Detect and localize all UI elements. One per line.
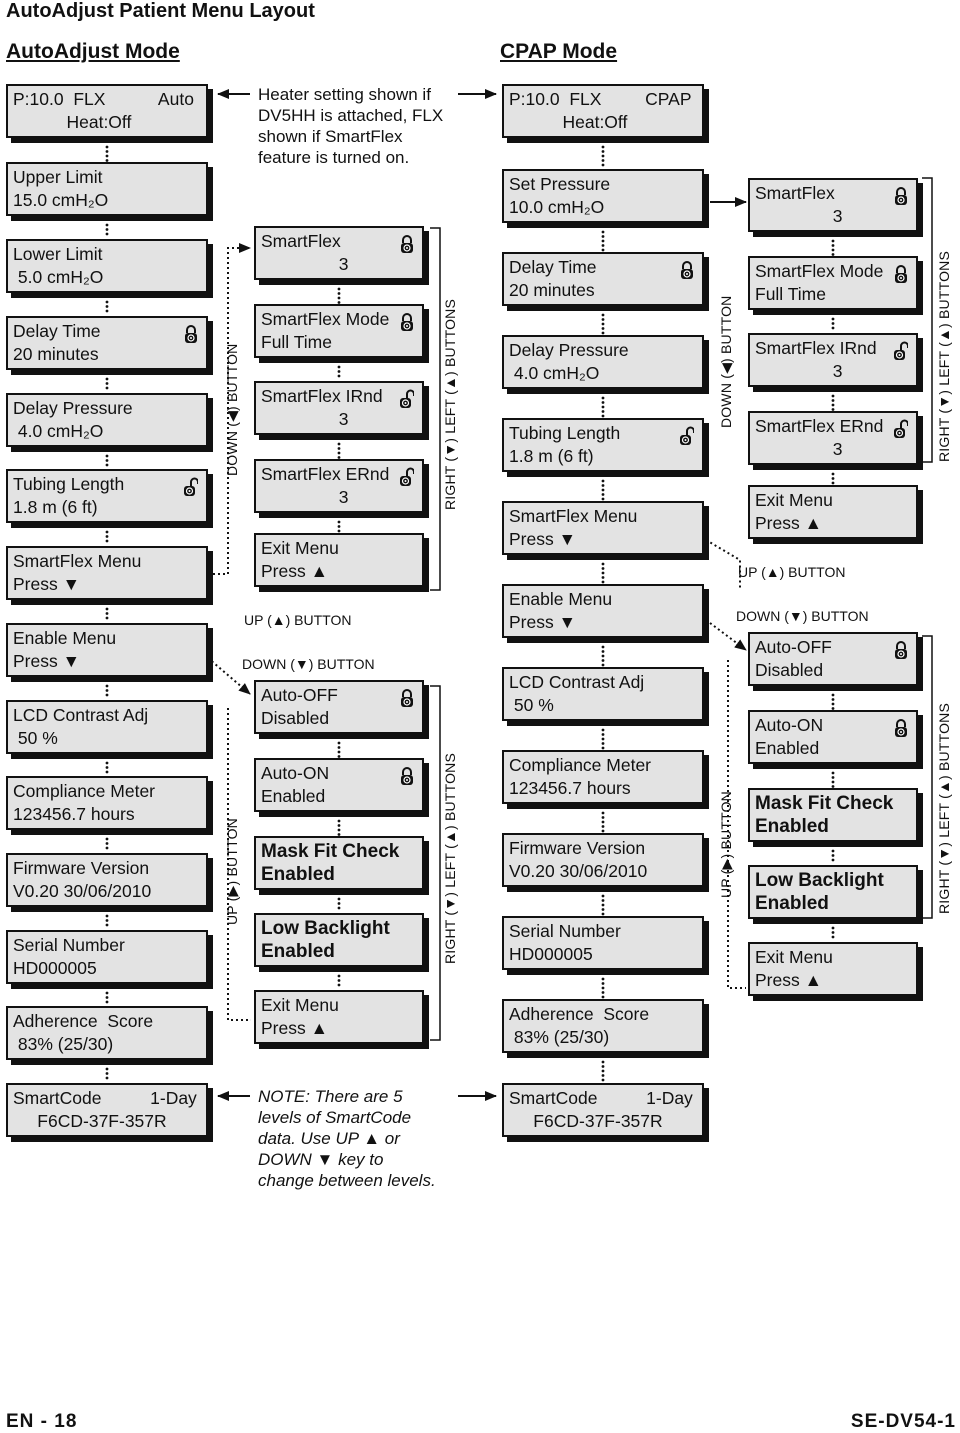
lock-icon bbox=[400, 766, 414, 786]
lcd-screen bbox=[502, 667, 704, 721]
lcd-screen bbox=[502, 750, 704, 804]
lcd-screen bbox=[502, 252, 704, 306]
screen-line-2: Press ▲ bbox=[755, 513, 822, 533]
lcd-screen bbox=[748, 256, 918, 310]
lcd-screen bbox=[502, 501, 704, 555]
lcd-screen bbox=[6, 162, 208, 216]
screen-line-1: Auto-ON bbox=[755, 715, 824, 735]
lcd-screen bbox=[6, 393, 208, 447]
screen-line-1: Upper Limit bbox=[13, 167, 103, 187]
screen-line-2: 123456.7 hours bbox=[13, 804, 135, 824]
lcd-screen bbox=[502, 833, 704, 887]
screen-line-2: Press ▼ bbox=[509, 612, 576, 632]
lcd-screen bbox=[254, 533, 424, 587]
screen-line-1: Serial Number bbox=[509, 921, 621, 941]
lcd-screen bbox=[502, 335, 704, 389]
lcd-screen bbox=[748, 333, 918, 387]
lcd-screen bbox=[6, 930, 208, 984]
lcd-screen bbox=[6, 546, 208, 600]
lock-icon bbox=[894, 640, 908, 660]
screen-line-2: V0.20 30/06/2010 bbox=[13, 881, 152, 901]
screen-line-1: Firmware Version bbox=[509, 838, 646, 858]
screen-line-1: SmartFlex ERnd bbox=[755, 416, 884, 436]
screen-line-2: Heat:Off bbox=[509, 112, 628, 132]
smartcode-note-line: levels of SmartCode bbox=[258, 1108, 412, 1127]
lcd-screen bbox=[748, 865, 918, 919]
screen-line-2: Enabled bbox=[261, 864, 335, 885]
screen-line-1: SmartFlex Mode bbox=[261, 309, 390, 329]
smartcode-note bbox=[258, 1086, 436, 1191]
screen-line-1: Adherence Score bbox=[509, 1004, 650, 1024]
screen-line-1: P:10.0 FLX Auto bbox=[13, 89, 194, 109]
screen-line-1: SmartFlex bbox=[261, 231, 341, 251]
screen-line-2: Press ▲ bbox=[755, 970, 822, 990]
lcd-screen bbox=[6, 776, 208, 830]
lock-icon bbox=[680, 260, 694, 280]
lcd-screen bbox=[748, 485, 918, 539]
lcd-screen bbox=[502, 418, 704, 472]
screen-line-1: Delay Pressure bbox=[509, 340, 629, 360]
screen-line-1: Adherence Score bbox=[13, 1011, 154, 1031]
footer-doc-id: SE-DV54-1 bbox=[850, 1411, 956, 1432]
page-title: AutoAdjust Patient Menu Layout bbox=[6, 0, 315, 22]
screen-line-2: 1.8 m (6 ft) bbox=[13, 497, 98, 517]
up-button-label: UP (▲) BUTTON bbox=[738, 564, 846, 580]
screen-line-2: Press ▼ bbox=[509, 529, 576, 549]
lcd-screen bbox=[502, 84, 704, 138]
right-left-buttons-label: RIGHT (▼) LEFT (▲) BUTTONS bbox=[442, 752, 458, 964]
screen-line-1: P:10.0 FLX CPAP bbox=[509, 89, 692, 109]
right-left-buttons-label: RIGHT (▼) LEFT (▲) BUTTONS bbox=[936, 250, 952, 462]
screen-line-2: Press ▼ bbox=[13, 651, 80, 671]
smartcode-line-2: F6CD-37F-357R bbox=[13, 1111, 167, 1131]
lcd-screen bbox=[254, 758, 424, 812]
lcd-screen bbox=[748, 710, 918, 764]
lcd-screen bbox=[502, 584, 704, 638]
unlock-icon bbox=[184, 477, 198, 497]
smartcode-line-2: F6CD-37F-357R bbox=[509, 1111, 663, 1131]
lock-icon bbox=[894, 718, 908, 738]
unlock-icon bbox=[680, 426, 694, 446]
down-left-button-label: DOWN (◀) BUTTON bbox=[718, 295, 734, 428]
screen-line-1: Mask Fit Check bbox=[755, 793, 894, 814]
down-button-label: DOWN (▼) BUTTON bbox=[242, 656, 375, 672]
lcd-screen bbox=[6, 239, 208, 293]
unlock-icon bbox=[400, 467, 414, 487]
autoadjust-smartcode-screen bbox=[6, 1083, 208, 1137]
up-right-button-label: UP (▶) BUTTON bbox=[718, 791, 734, 898]
screen-line-1: Compliance Meter bbox=[509, 755, 651, 775]
lcd-screen bbox=[6, 623, 208, 677]
lcd-screen bbox=[6, 469, 208, 523]
screen-line-1: Auto-ON bbox=[261, 763, 330, 783]
screen-line-2: 3 bbox=[261, 487, 349, 507]
screen-line-1: SmartFlex Menu bbox=[13, 551, 142, 571]
screen-line-2: 123456.7 hours bbox=[509, 778, 631, 798]
screen-line-1: Serial Number bbox=[13, 935, 125, 955]
screen-line-2: 83% (25/30) bbox=[509, 1027, 610, 1047]
screen-line-1: Exit Menu bbox=[261, 538, 339, 558]
screen-line-1: Delay Time bbox=[509, 257, 597, 277]
screen-line-1: Tubing Length bbox=[509, 423, 621, 443]
heater-note-line: DV5HH is attached, FLX bbox=[258, 106, 444, 125]
lock-icon bbox=[400, 234, 414, 254]
screen-line-2: 4.0 cmH₂O bbox=[509, 363, 600, 383]
screen-line-1: Delay Pressure bbox=[13, 398, 133, 418]
screen-line-2: 83% (25/30) bbox=[13, 1034, 114, 1054]
screen-line-1: Compliance Meter bbox=[13, 781, 155, 801]
lcd-screen bbox=[254, 381, 424, 435]
heater-note-line: shown if SmartFlex bbox=[258, 127, 403, 146]
unlock-icon bbox=[894, 341, 908, 361]
lcd-screen bbox=[748, 178, 918, 232]
lcd-screen bbox=[254, 304, 424, 358]
screen-line-2: 4.0 cmH₂O bbox=[13, 421, 104, 441]
screen-line-2: Full Time bbox=[261, 332, 332, 352]
lcd-screen bbox=[6, 84, 208, 138]
right-left-buttons-label: RIGHT (▼) LEFT (▲) BUTTONS bbox=[442, 298, 458, 510]
lcd-screen bbox=[6, 853, 208, 907]
lock-icon bbox=[894, 186, 908, 206]
screen-line-2: Full Time bbox=[755, 284, 826, 304]
screen-line-1: Exit Menu bbox=[755, 490, 833, 510]
screen-line-2: 3 bbox=[261, 254, 349, 274]
screen-line-1: Exit Menu bbox=[755, 947, 833, 967]
screen-line-1: Set Pressure bbox=[509, 174, 611, 194]
screen-line-1: SmartFlex Menu bbox=[509, 506, 638, 526]
lcd-screen bbox=[502, 999, 704, 1053]
screen-line-1: Firmware Version bbox=[13, 858, 150, 878]
heater-note bbox=[258, 84, 443, 168]
screen-line-2: 3 bbox=[755, 206, 843, 226]
lcd-screen bbox=[748, 411, 918, 465]
screen-line-1: LCD Contrast Adj bbox=[13, 705, 149, 725]
screen-line-1: Low Backlight bbox=[261, 918, 390, 939]
smartcode-line-1: SmartCode 1-Day bbox=[509, 1088, 693, 1108]
right-left-buttons-label: RIGHT (▼) LEFT (▲) BUTTONS bbox=[936, 702, 952, 914]
screen-line-2: Enabled bbox=[261, 786, 326, 806]
lcd-screen bbox=[748, 632, 918, 686]
screen-line-1: Low Backlight bbox=[755, 870, 884, 891]
heater-note-line: Heater setting shown if bbox=[258, 85, 431, 104]
unlock-icon bbox=[400, 389, 414, 409]
screen-line-1: Auto-OFF bbox=[261, 685, 338, 705]
lcd-screen bbox=[748, 942, 918, 996]
screen-line-2: 15.0 cmH₂O bbox=[13, 190, 109, 210]
screen-line-2: Disabled bbox=[755, 660, 824, 680]
screen-line-2: Press ▲ bbox=[261, 1018, 328, 1038]
lock-icon bbox=[400, 312, 414, 332]
screen-line-2: 1.8 m (6 ft) bbox=[509, 446, 594, 466]
screen-line-1: SmartFlex IRnd bbox=[261, 386, 383, 406]
screen-line-2: Enabled bbox=[755, 738, 820, 758]
screen-line-1: Mask Fit Check bbox=[261, 841, 400, 862]
down-button-label: DOWN (▼) BUTTON bbox=[736, 608, 869, 624]
lcd-screen bbox=[6, 1006, 208, 1060]
lcd-screen bbox=[254, 913, 424, 967]
screen-line-2: 20 minutes bbox=[13, 344, 99, 364]
smartcode-note-line: NOTE: There are 5 bbox=[258, 1087, 403, 1106]
screen-line-2: 5.0 cmH₂O bbox=[13, 267, 104, 287]
cpap-heading: CPAP Mode bbox=[500, 40, 618, 63]
screen-line-2: Disabled bbox=[261, 708, 330, 728]
screen-line-2: V0.20 30/06/2010 bbox=[509, 861, 648, 881]
smartcode-note-line: DOWN ▼ key to bbox=[258, 1150, 384, 1169]
lock-icon bbox=[184, 324, 198, 344]
screen-line-2: Enabled bbox=[261, 941, 335, 962]
screen-line-2: Enabled bbox=[755, 816, 829, 837]
lcd-screen bbox=[254, 680, 424, 734]
lcd-screen bbox=[6, 700, 208, 754]
lcd-screen bbox=[254, 459, 424, 513]
screen-line-1: Tubing Length bbox=[13, 474, 125, 494]
screen-line-2: HD000005 bbox=[509, 944, 593, 964]
lock-icon bbox=[400, 688, 414, 708]
screen-line-2: Heat:Off bbox=[13, 112, 132, 132]
screen-line-2: HD000005 bbox=[13, 958, 97, 978]
screen-line-1: Enable Menu bbox=[13, 628, 117, 648]
cpap-smartcode-screen bbox=[502, 1083, 704, 1137]
screen-line-1: SmartFlex bbox=[755, 183, 835, 203]
lcd-screen bbox=[254, 836, 424, 890]
footer-page-number: EN - 18 bbox=[6, 1411, 78, 1432]
lock-icon bbox=[894, 264, 908, 284]
screen-line-2: 50 % bbox=[13, 728, 58, 748]
screen-line-1: Enable Menu bbox=[509, 589, 613, 609]
lcd-screen bbox=[502, 916, 704, 970]
screen-line-1: SmartFlex Mode bbox=[755, 261, 884, 281]
screen-line-1: SmartFlex ERnd bbox=[261, 464, 390, 484]
screen-line-2: 10.0 cmH₂O bbox=[509, 197, 605, 217]
smartcode-line-1: SmartCode 1-Day bbox=[13, 1088, 197, 1108]
screen-line-1: LCD Contrast Adj bbox=[509, 672, 645, 692]
up-right-button-label: UP (▶) BUTTON bbox=[224, 818, 240, 925]
screen-line-1: SmartFlex IRnd bbox=[755, 338, 877, 358]
autoadjust-heading: AutoAdjust Mode bbox=[6, 40, 180, 63]
smartcode-note-line: data. Use UP ▲ or bbox=[258, 1129, 400, 1148]
unlock-icon bbox=[894, 419, 908, 439]
lcd-screen bbox=[6, 316, 208, 370]
dotted-connectors bbox=[106, 146, 835, 1082]
up-button-label: UP (▲) BUTTON bbox=[244, 612, 352, 628]
screen-line-1: Exit Menu bbox=[261, 995, 339, 1015]
heater-note-line: feature is turned on. bbox=[258, 148, 410, 167]
screen-line-1: Lower Limit bbox=[13, 244, 103, 264]
screen-line-2: 3 bbox=[755, 439, 843, 459]
lcd-screen bbox=[748, 788, 918, 842]
smartcode-note-line: change between levels. bbox=[258, 1171, 436, 1190]
lcd-screen bbox=[502, 169, 704, 223]
screen-line-2: Enabled bbox=[755, 893, 829, 914]
lcd-screen bbox=[254, 990, 424, 1044]
screen-line-1: Delay Time bbox=[13, 321, 101, 341]
screen-line-2: 3 bbox=[261, 409, 349, 429]
screen-line-2: Press ▼ bbox=[13, 574, 80, 594]
screen-line-1: Auto-OFF bbox=[755, 637, 832, 657]
screen-line-2: 3 bbox=[755, 361, 843, 381]
screen-line-2: 20 minutes bbox=[509, 280, 595, 300]
down-left-button-label: DOWN (◀) BUTTON bbox=[224, 343, 240, 476]
screen-line-2: Press ▲ bbox=[261, 561, 328, 581]
lcd-screen bbox=[254, 226, 424, 280]
screen-line-2: 50 % bbox=[509, 695, 554, 715]
